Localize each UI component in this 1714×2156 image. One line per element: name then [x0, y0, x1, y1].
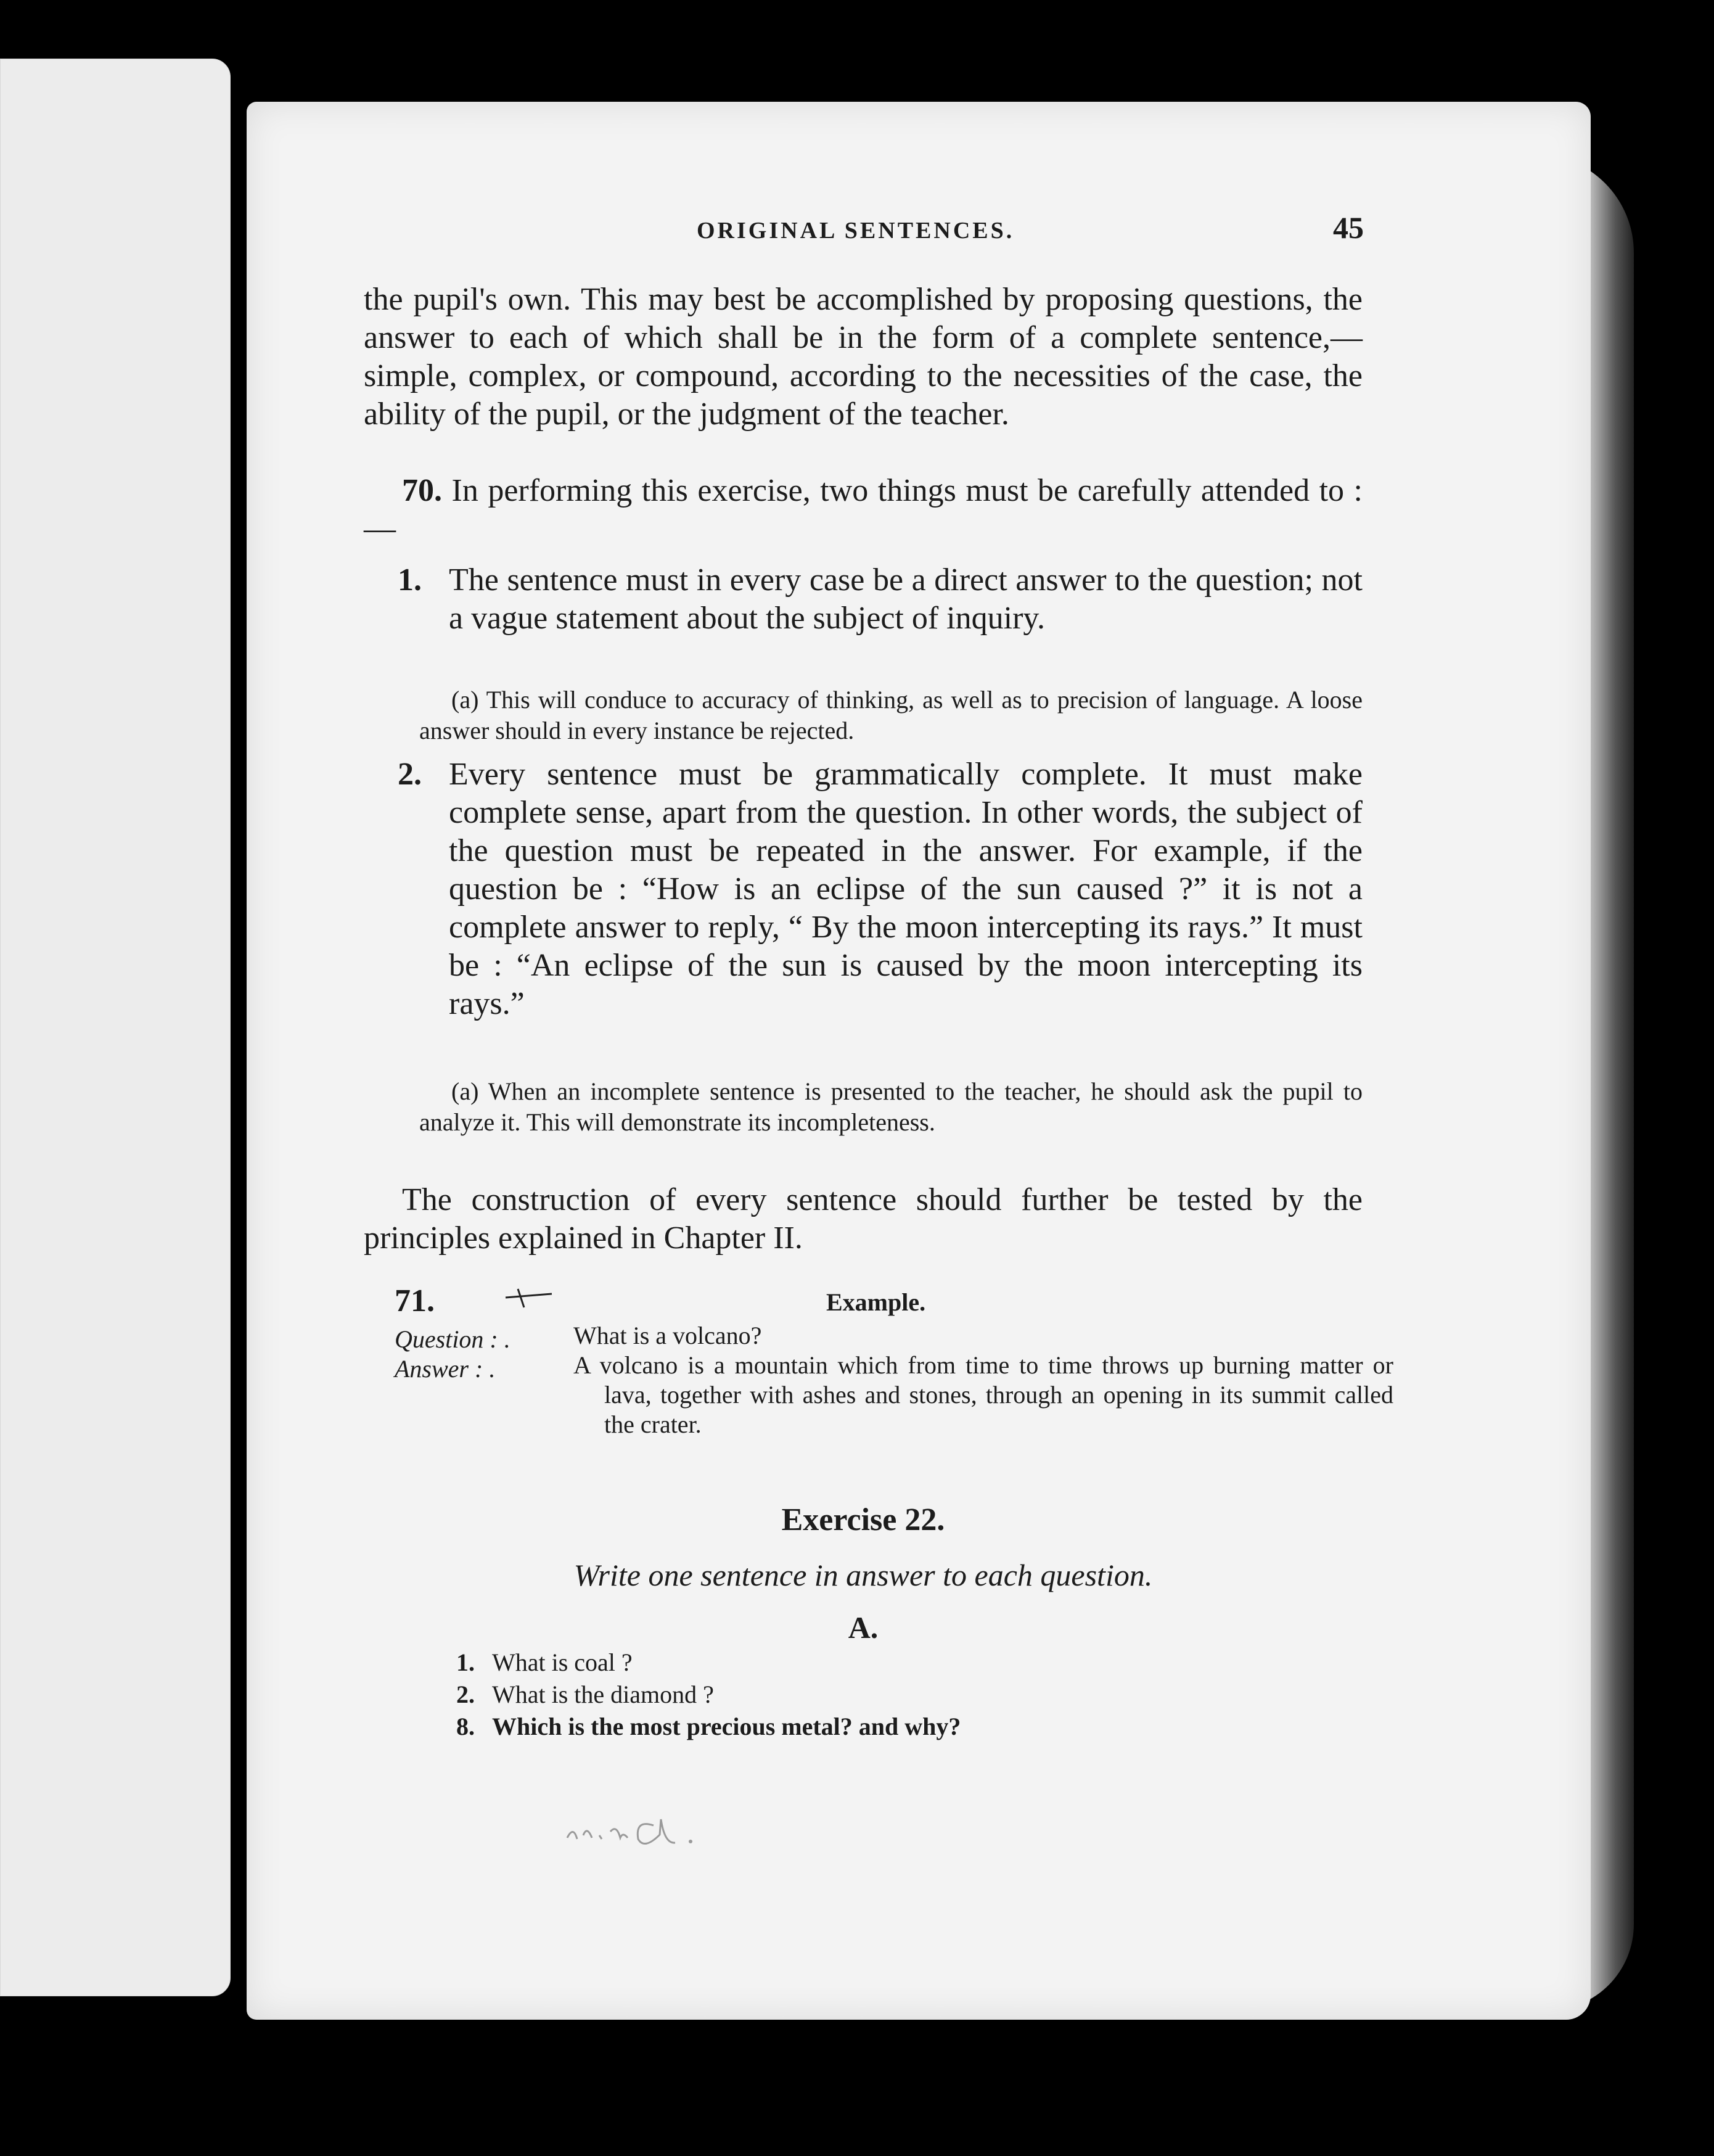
running-title: ORIGINAL SENTENCES.: [697, 218, 1015, 244]
answer-text: A volcano is a mountain which from time to time throws up burning matter or lava, together with ashes and stones, through an opening in its summit called the crater.: [573, 1351, 1393, 1438]
example-heading: [395, 1283, 1363, 1320]
rule-number: 2.: [398, 757, 422, 792]
check-mark-icon: [499, 1286, 555, 1311]
construction-paragraph: The construction of every sentence should further be tested by the principles explained in Chapter II.: [364, 1182, 1363, 1256]
section-70-paragraph: [364, 472, 1363, 548]
exercise-questions: [456, 1647, 961, 1743]
example-question: What is a volcano?: [573, 1322, 762, 1349]
section-70-number: 70.: [402, 473, 442, 508]
rule-item: [364, 561, 1363, 638]
list-item: 2. What is the diamond ?: [456, 1681, 714, 1708]
list-item: 1. What is coal ?: [456, 1648, 633, 1676]
question-label: Question : .: [395, 1325, 511, 1353]
running-header: [364, 210, 1363, 253]
example-answer: [573, 1351, 1393, 1439]
exercise-section: A.: [848, 1610, 879, 1645]
rule-number: 1.: [398, 562, 422, 598]
example-number: 71.: [395, 1283, 435, 1319]
section-70-text: In performing this exercise, two things must be carefully attended to :—: [364, 473, 1363, 546]
facing-page-left: [0, 59, 231, 1996]
handwritten-note: [561, 1795, 746, 1856]
list-item: 8. Which is the most precious metal? and why?: [456, 1713, 961, 1740]
rule-text: Every sentence must be grammatically complete. It must make complete sense, apart from the question. In other words, the subject of the question must be repeated in the answer. For example, if the question be : “How is an eclipse of the sun caused ?” it is not a complete answer to reply, “ By the moon intercepting its rays.” It must be : “An eclipse of the sun is caused by the moon intercepting its rays.”: [449, 757, 1363, 1021]
rule-note: (a) This will conduce to accuracy of thinking, as well as to precision of language. A loose answer should in every instance be rejected.: [419, 686, 1363, 744]
rule-item: [364, 755, 1363, 1023]
rule-text: The sentence must in every case be a direct answer to the question; not a vague statement about the subject of inquiry.: [449, 562, 1363, 636]
rule-note: (a) When an incomplete sentence is presented to the teacher, he should ask the pupil to analyze it. This will demonstrate its incompleteness.: [419, 1077, 1363, 1136]
page-number: 45: [1333, 210, 1364, 245]
opening-paragraph: the pupil's own. This may best be accomplished by proposing questions, the answer to each of which shall be in the form of a complete sentence,—simple, complex, or compound, according to the necessities of the case, the ability of the pupil, or the judgment of the teacher.: [364, 282, 1363, 432]
example-title: Example.: [826, 1288, 926, 1316]
exercise-title: Exercise 22.: [781, 1502, 945, 1537]
answer-label: Answer : .: [395, 1355, 496, 1383]
exercise-instruction: Write one sentence in answer to each question.: [573, 1558, 1153, 1592]
